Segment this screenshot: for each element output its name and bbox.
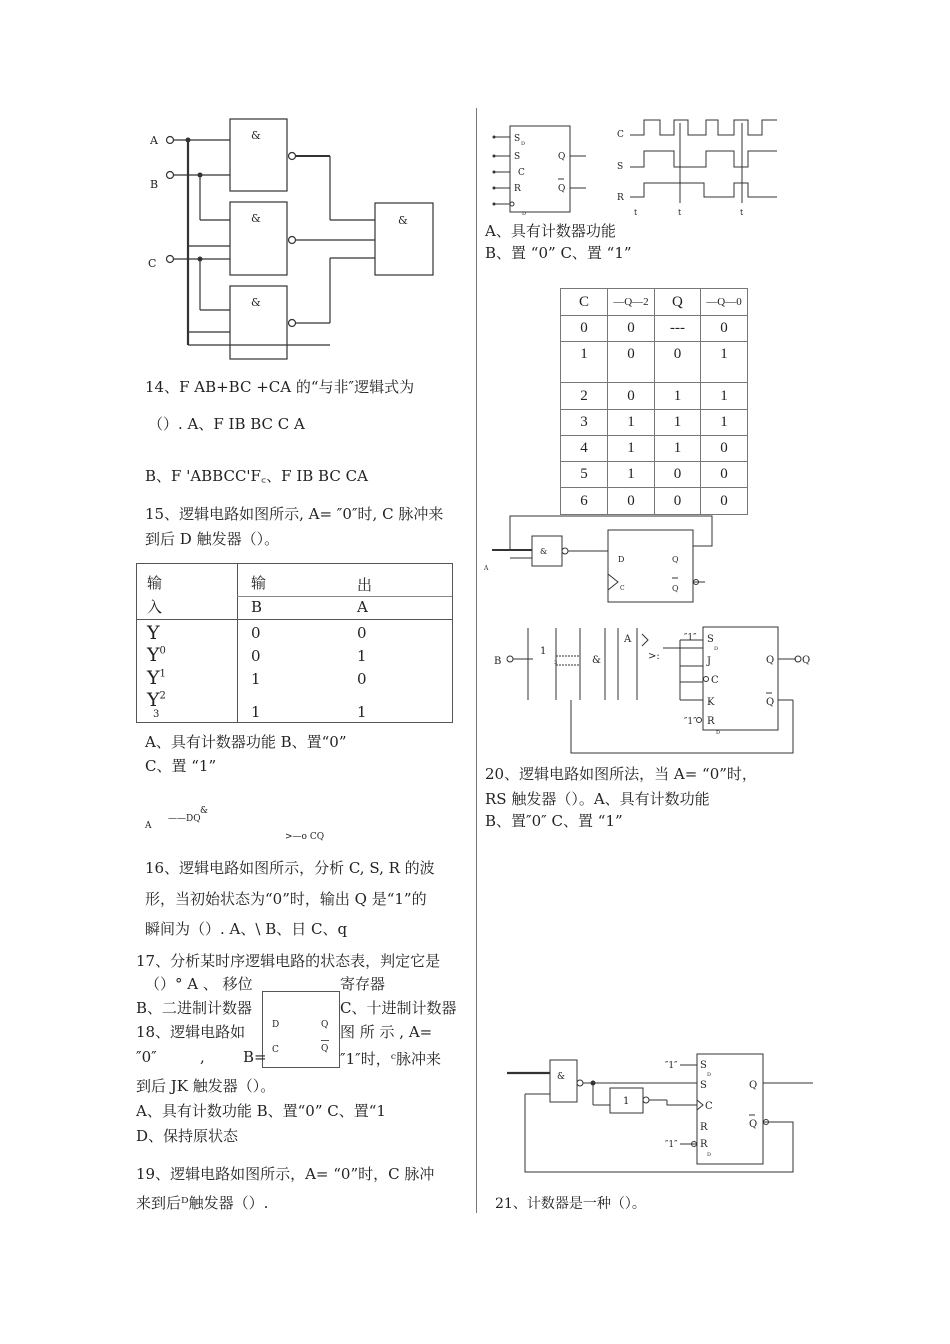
q-bar-label: Q (672, 584, 679, 593)
state-cell: 0 (654, 488, 700, 515)
q-bar-label: Q (321, 1044, 329, 1054)
state-cell: 1 (700, 383, 747, 410)
q-bar-label: Q (766, 697, 775, 708)
c-label: C (711, 675, 719, 686)
q18-line2d: ″1″时，ᶜ脉冲来 (340, 1050, 441, 1068)
state-cell: 0 (700, 436, 747, 462)
input-a-label: A (150, 134, 158, 147)
right-option-b: B、置 “0” C、置 “1” (485, 244, 632, 262)
q15-option-a: A、具有计数器功能 B、置“0” (145, 733, 347, 751)
q20-line1: 20、逻辑电路如图所法，当 A= “0”时， (485, 765, 757, 783)
state-cell: 0 (700, 488, 747, 515)
q-label: Q (749, 1080, 758, 1091)
rd-label: R (700, 1139, 708, 1150)
one-label-2: ″1″ (684, 717, 697, 727)
state-cell: 1 (700, 410, 747, 436)
state-cell: 0 (654, 342, 700, 383)
sd-sub: D (521, 141, 526, 147)
state-cell: 5 (561, 462, 608, 488)
q17-line2b: 寄存器 (340, 975, 386, 993)
table-cell: 3 (153, 709, 160, 720)
one-label: ″1″ (684, 633, 697, 643)
state-cell: 0 (561, 316, 608, 342)
q14-line3: B、F 'ABBCC'F꜀、F IB BC CA (145, 467, 368, 485)
table-header-input: 输 (147, 574, 163, 592)
q16-line2: 形，当初始状态为“0”时，输出 Q 是“1”的 (145, 890, 427, 908)
s-label: S (700, 1080, 707, 1091)
fragment-and: & (200, 806, 209, 816)
r-label: R (700, 1122, 708, 1133)
q-label: Q (672, 555, 679, 564)
state-cell: 0 (607, 342, 654, 383)
q15-option-c: C、置 “1” (145, 757, 217, 775)
state-cell: 6 (561, 488, 608, 515)
d-label: D (618, 555, 625, 564)
table-cell: 1 (251, 703, 261, 721)
fragment-dq: ——DQ (168, 814, 201, 824)
table-cell: 1 (357, 703, 367, 721)
r-label: R (707, 716, 715, 727)
q18-line2a: ″0″ (136, 1048, 157, 1066)
table-header-b: B (251, 598, 263, 616)
q17-line3b: C、十进制计数器 (340, 999, 457, 1017)
q-output-label: Q (802, 655, 811, 666)
table-cell: 0 (251, 647, 261, 665)
table-cell: Y (147, 622, 160, 644)
q14-line2: （）. A、F IB BC C A (148, 415, 305, 433)
j-label: J (707, 656, 712, 667)
c-label: C (620, 585, 625, 592)
wave-c-label: C (617, 130, 624, 140)
q19-line2: 来到后ᴰ触发器（）. (136, 1194, 269, 1212)
fragment-a: A (145, 821, 152, 831)
sd-label: S (700, 1060, 707, 1071)
q21-line1: 21、计数器是一种（）。 (495, 1196, 646, 1212)
rd-sub: D (716, 730, 721, 736)
table-cell: $Y^0$ (147, 644, 166, 666)
waveform-diagram (612, 115, 787, 220)
state-cell: 1 (654, 383, 700, 410)
sd-label: S (514, 134, 521, 144)
s-label: S (707, 634, 714, 645)
q15-line1: 15、逻辑电路如图所示, A= ″0″时, C 脉冲来 (145, 505, 444, 523)
q20-line2: RS 触发器（）。A、具有计数功能 (485, 790, 710, 808)
q19-line1: 19、逻辑电路如图所示，A= “0”时，C 脉冲 (136, 1165, 435, 1183)
rs-flipflop-diagram (490, 120, 600, 220)
sd-sub: D (714, 646, 719, 652)
c-label: C (518, 168, 525, 178)
rs-flipflop-circuit (505, 1050, 820, 1175)
state-header-cell: —Q—2 (607, 289, 654, 316)
fragment-cq: >—o CQ (285, 832, 325, 842)
and-gate-label: & (251, 296, 261, 309)
q17-line2a: （）° A 、 移位 (145, 975, 253, 993)
not-gate-label: 1 (623, 1096, 630, 1107)
rd-sub: D (707, 1152, 712, 1158)
q17-line3a: B、二进制计数器 (136, 999, 253, 1017)
state-cell: 4 (561, 436, 608, 462)
q18-line5: D、保持原状态 (136, 1127, 239, 1145)
state-cell: 1 (561, 342, 608, 383)
time-label: t (740, 208, 744, 217)
table-cell: 0 (357, 670, 367, 688)
table-cell: 1 (357, 647, 367, 665)
table-cell: $Y^1$ (147, 667, 166, 689)
sub-label: 3 (554, 660, 558, 666)
c-label: C (272, 1045, 279, 1055)
state-cell: 1 (607, 410, 654, 436)
state-cell: 1 (607, 436, 654, 462)
truth-table (136, 563, 453, 723)
state-cell: 3 (561, 410, 608, 436)
state-header-cell: —Q—0 (700, 289, 747, 316)
and-gate-label: & (592, 655, 601, 666)
table-header-output: 输 (251, 574, 267, 592)
q16-line1: 16、逻辑电路如图所示，分析 C, S, R 的波 (145, 859, 435, 877)
one-bottom-label: ″1″ (665, 1140, 678, 1150)
q18-line3: 到后 JK 触发器（）。 (136, 1077, 276, 1095)
state-cell: 1 (700, 342, 747, 383)
s-label: S (514, 152, 521, 162)
column-divider (476, 108, 477, 1213)
not-gate-label: 1 (540, 646, 547, 657)
d-label: D (272, 1020, 280, 1030)
q18-line1a: 18、逻辑电路如 (136, 1023, 246, 1041)
r-label: R (514, 184, 521, 194)
q15-line2: 到后 D 触发器（）。 (145, 530, 280, 548)
one-top-label: ″1″ (665, 1061, 678, 1071)
jk-flipflop-circuit (488, 620, 818, 760)
and-gate-label: & (540, 547, 548, 556)
state-cell: 0 (654, 462, 700, 488)
wave-r-label: R (617, 193, 624, 203)
q18-line1b: 图 所 示 , A= (340, 1023, 433, 1041)
and-gate-label: & (557, 1072, 566, 1082)
table-cell: 1 (251, 670, 261, 688)
state-cell: 2 (561, 383, 608, 410)
and-gate-label: & (251, 212, 261, 225)
q18-line2b: , (200, 1048, 205, 1066)
d-flipflop-circuit (480, 512, 720, 612)
c-label: C (705, 1101, 713, 1112)
q17-line1: 17、分析某时序逻辑电路的状态表，判定它是 (136, 952, 441, 970)
q-label: Q (558, 152, 566, 162)
q16-line3: 瞬间为（）. A、\ B、日 C、q (145, 920, 348, 938)
state-cell: 1 (654, 436, 700, 462)
and-gate-label: & (398, 214, 408, 227)
state-header-cell: C (561, 289, 608, 316)
state-table (560, 288, 748, 515)
input-b-label: B (494, 656, 502, 667)
state-cell: --- (654, 316, 700, 342)
table-cell: 0 (357, 624, 367, 642)
q-label: Q (321, 1020, 329, 1030)
state-cell: 0 (607, 383, 654, 410)
input-c-label: C (148, 257, 157, 270)
sd-sub: D (707, 1072, 712, 1078)
state-cell: 0 (607, 316, 654, 342)
table-header-a: A (357, 598, 368, 616)
table-header-input-2: 入 (147, 598, 163, 616)
q14-line1: 14、F AB+BC +CA 的“与非″逻辑式为 (145, 378, 415, 396)
q-bar-label: Q (749, 1119, 758, 1130)
state-cell: 0 (700, 316, 747, 342)
rd-sub: D (522, 211, 527, 217)
input-a-label: A (624, 634, 632, 645)
k-label: K (707, 697, 715, 708)
time-label: t (634, 208, 638, 217)
and-gate-label: & (251, 129, 261, 142)
time-label: t (678, 208, 682, 217)
nand-circuit-diagram (140, 110, 440, 360)
input-a-label: A (484, 565, 489, 572)
table-header-output-2: 出 (357, 576, 373, 594)
q-bar-label: Q (558, 184, 566, 194)
q-label: Q (766, 655, 775, 666)
wave-s-label: S (617, 162, 624, 172)
state-cell: 0 (700, 462, 747, 488)
state-cell: 1 (607, 462, 654, 488)
table-cell: $Y^2$ (147, 689, 166, 711)
d-flipflop-box (262, 991, 340, 1068)
table-cell: 0 (251, 624, 261, 642)
state-header-cell: Q (654, 289, 700, 316)
input-b-label: B (150, 178, 159, 191)
state-cell: 1 (654, 410, 700, 436)
gate-label: >: (648, 651, 660, 662)
q20-line3: B、置″0″ C、置 “1” (485, 812, 623, 830)
state-cell: 0 (607, 488, 654, 515)
q18-line2c: B= (243, 1048, 267, 1066)
right-option-a: A、具有计数器功能 (485, 222, 616, 240)
q18-line4: A、具有计数功能 B、置“0” C、置“1 (136, 1102, 386, 1120)
